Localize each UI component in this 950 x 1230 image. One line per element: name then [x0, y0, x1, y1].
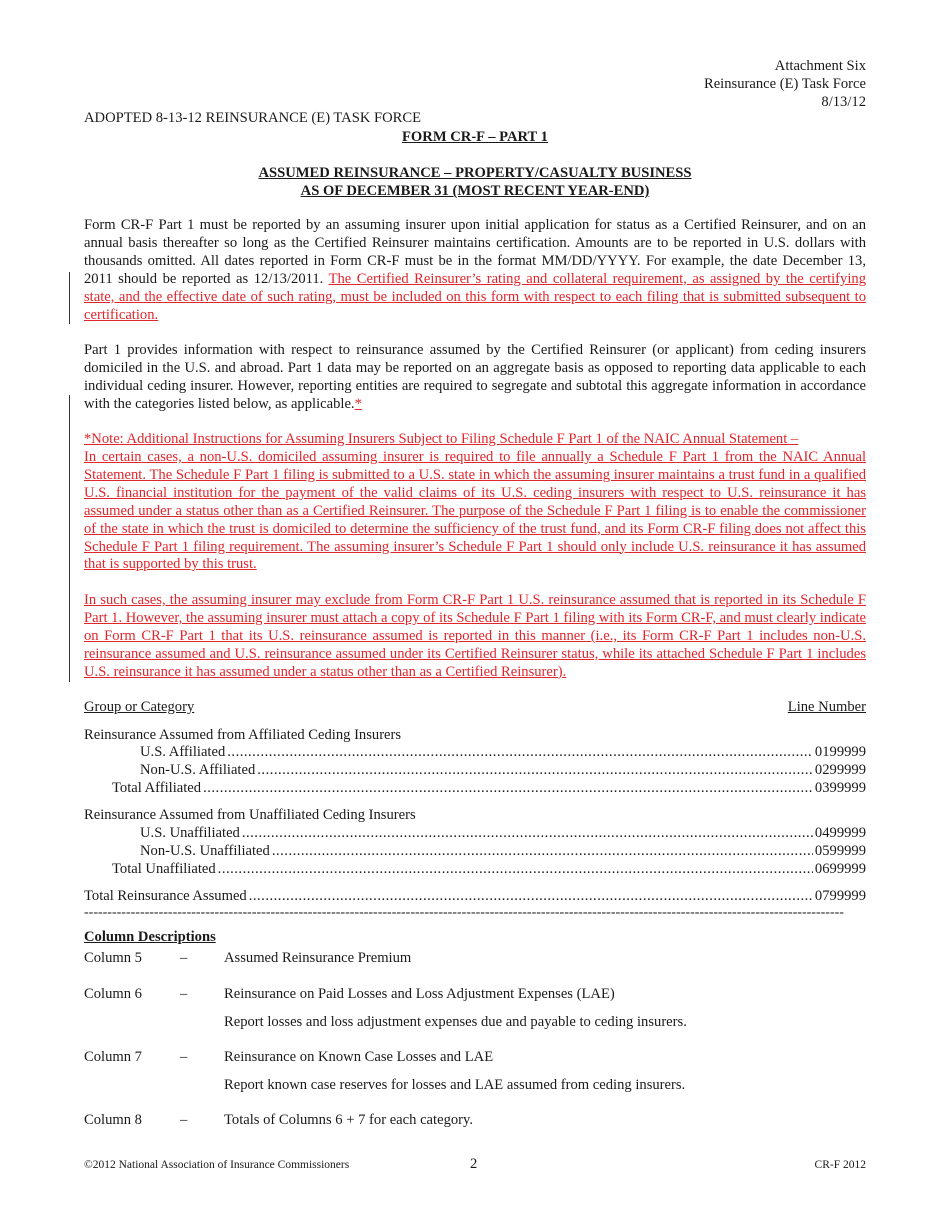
line-number-header: Line Number [787, 699, 866, 715]
attachment-header [704, 57, 866, 111]
column-dash: – [180, 950, 188, 966]
affiliated-heading-label: Reinsurance Assumed from Affiliated Ceding Insurers [84, 727, 402, 743]
column-name: Column 5 [84, 950, 142, 966]
note-paragraph-2: In such cases, the assuming insurer may exclude from Form CR-F Part 1 U.S. reinsurance assumed that is reported in its Schedule F Part 1. However, the assuming insurer must attach a copy of its Schedule F Part 1 filing with its Form CR-F, and must clearly indicate on Form CR-F Part 1 that its U.S. reinsurance assumed is reported in this manner (i.e., its Form CR-F Part 1 includes non-U.S. reinsurance assumed and U.S. reinsurance assumed under its Certified Reinsurer status, while its attached Schedule F Part 1 includes U.S. reinsurance it has assumed under a status other than as a Certified Reinsurer). [84, 592, 866, 680]
table-row [84, 743, 866, 761]
unaffiliated-heading [84, 806, 866, 824]
column-name: Column 6 [84, 986, 142, 1002]
row-number: 0399999 [814, 780, 866, 796]
subtitle-line1: ASSUMED REINSURANCE – PROPERTY/CASUALTY BUSINESS [258, 165, 692, 181]
row-label: Non-U.S. Unaffiliated [140, 843, 270, 859]
row-number: 0599999 [814, 843, 866, 859]
divider-dashed: ------------------------------------------------------------------------------------------------------------------------------------------------------------------- [84, 906, 844, 920]
column-description: Report known case reserves for losses and LAE assumed from ceding insurers. [224, 1077, 686, 1093]
page-number: 2 [470, 1156, 478, 1172]
form-title: FORM CR-F – PART 1 [402, 129, 548, 145]
task-force-label: Reinsurance (E) Task Force [703, 76, 866, 92]
row-label: Total Unaffiliated [112, 861, 216, 877]
paragraph-part1-text: Part 1 provides information with respect to reinsurance assumed by the Certified Reinsurer (or applicant) from ceding insurers domiciled in the U.S. and abroad. Part 1 data may be reported on an aggregate basis as opposed to reporting data applicable to each individual ceding insurer. However, reporting entities are required to segregate and subtotal this aggregate information in accordance with the categories listed below, as applicable. [84, 342, 866, 412]
column-name: Column 7 [84, 1049, 142, 1065]
column-title: Assumed Reinsurance Premium [224, 950, 412, 966]
footer-copyright: ©2012 National Association of Insurance Commissioners [84, 1159, 350, 1171]
column-title: Reinsurance on Known Case Losses and LAE [224, 1049, 494, 1065]
table-row [84, 887, 866, 905]
note-asterisk: * [354, 395, 362, 412]
row-label: U.S. Affiliated [140, 744, 226, 760]
row-label: Total Affiliated [112, 780, 202, 796]
header-date: 8/13/12 [821, 94, 866, 110]
column-dash: – [180, 1112, 188, 1128]
affiliated-heading [84, 726, 866, 744]
table-row [84, 779, 866, 797]
adopted-line: ADOPTED 8-13-12 REINSURANCE (E) TASK FORCE [84, 110, 422, 126]
note-heading: *Note: Additional Instructions for Assuming Insurers Subject to Filing Schedule F Part 1 of the NAIC Annual Statement – [84, 431, 799, 447]
row-number: 0299999 [814, 762, 866, 778]
row-label: Total Reinsurance Assumed [84, 888, 247, 904]
column-dash: – [180, 986, 188, 1002]
table-header [84, 698, 866, 716]
row-label: U.S. Unaffiliated [140, 825, 240, 841]
table-row [84, 860, 866, 878]
paragraph-intro-text: Form CR-F Part 1 must be reported by an assuming insurer upon initial application for status as a Certified Reinsurer, and on an annual basis thereafter so long as the Certified Reinsurer maintains certification. Amounts are to be reported in U.S. dollars with thousands omitted. All dates reported in Form CR-F must be in the format MM/DD/YYYY. For example, the date December 13, 2011 should be reported as 12/13/2011. [84, 217, 866, 287]
attachment-label: Attachment Six [774, 58, 866, 74]
row-number: 0499999 [814, 825, 866, 841]
column-descriptions-heading: Column Descriptions [84, 929, 216, 945]
row-number: 0699999 [814, 861, 866, 877]
paragraph-intro [84, 217, 866, 324]
note-body: In certain cases, a non-U.S. domiciled assuming insurer is required to file annually a Schedule F Part 1 from the NAIC Annual Statement. The Schedule F Part 1 filing is submitted to a U.S. state in which the assuming insurer maintains a trust fund in a qualified U.S. financial institution for the payment of the valid claims of its U.S. ceding insurers with respect to U.S. reinsurance it has assumed under a status other than as a Certified Reinsurer. The purpose of the Schedule F Part 1 filing is to enable the commissioner of the state in which the trust is domiciled to determine the sufficiency of the trust fund, and its Form CR-F filing does not affect this Schedule F Part 1 filing requirement. The assuming insurer’s Schedule F Part 1 should only include U.S. reinsurance it has assumed that is supported by this trust. [84, 449, 866, 573]
column-title: Reinsurance on Paid Losses and Loss Adjustment Expenses (LAE) [224, 986, 615, 1002]
row-number: 0199999 [814, 744, 866, 760]
revision-bar [69, 395, 70, 682]
column-description: Report losses and loss adjustment expenses due and payable to ceding insurers. [224, 1014, 687, 1030]
subtitle-line2: AS OF DECEMBER 31 (MOST RECENT YEAR-END) [300, 183, 650, 199]
footer-code: CR-F 2012 [814, 1159, 866, 1171]
paragraph-intro-revision: The Certified Reinsurer’s rating and collateral requirement, as assigned by the certifying state, and the effective date of such rating, must be included on this form with respect to each filing that is submitted subsequent to certification. [84, 270, 866, 323]
table-row [84, 824, 866, 842]
group-category-header: Group or Category [84, 699, 195, 715]
table-row [84, 842, 866, 860]
row-number: 0799999 [814, 888, 866, 904]
column-title: Totals of Columns 6 + 7 for each category. [224, 1112, 474, 1128]
table-row [84, 761, 866, 779]
unaffiliated-heading-label: Reinsurance Assumed from Unaffiliated Ceding Insurers [84, 807, 416, 823]
revision-bar [69, 272, 70, 324]
row-label: Non-U.S. Affiliated [140, 762, 256, 778]
column-name: Column 8 [84, 1112, 142, 1128]
column-dash: – [180, 1049, 188, 1065]
paragraph-part1 [84, 342, 866, 414]
